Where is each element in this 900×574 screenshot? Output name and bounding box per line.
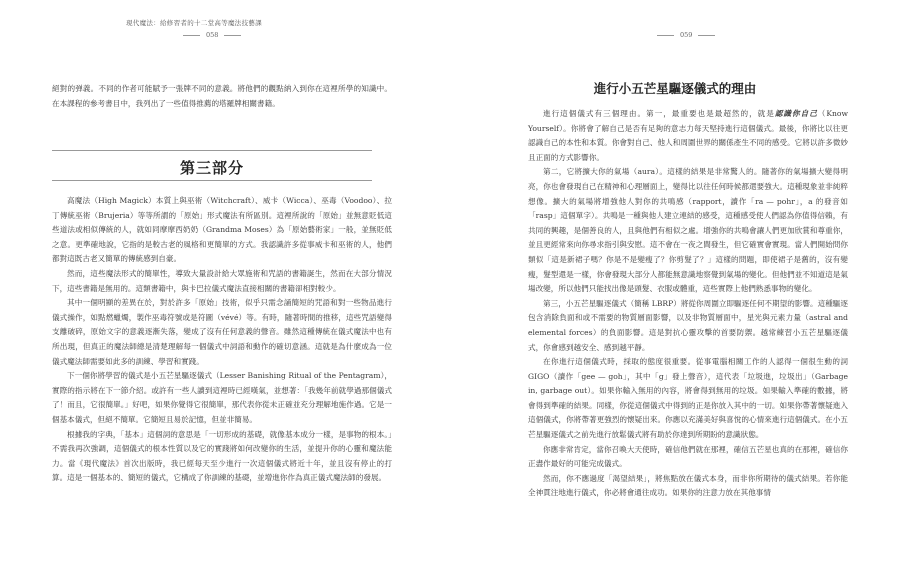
section-title: 第三部分 — [179, 159, 244, 177]
right-body-text — [528, 107, 848, 501]
paragraph: 第三，小五芒星驅逐儀式（簡稱 LBRP）將從你周圍立即驅逐任何不期望的影響。這種驅逐包含消除負面和或不需要的物質層面影響，以及非物質層面中，星光與元素力量（astral and elemental forces）的負面影響。這是對抗心靈攻擊的首要防禦。越常練習小五芒星驅逐儀式，你會感到越安全、感到越平靜。 — [528, 298, 848, 352]
page-number-right — [651, 31, 721, 39]
folio-rule — [698, 35, 715, 36]
chapter-heading: 進行小五芒星驅逐儀式的理由 — [593, 81, 757, 96]
paragraph: 第二，它將擴大你的氣場（aura）。這樣的結果是非常驚人的。隨著你的氣場擴大變得明亮，你也會發現自己在精神和心理層面上，變得比以往任何時候都還要強大。這種現象並非純粹想像。擴大的氣場將增強他人對你的共鳴感（rapport，讀作「ra — pohr」，a 的發音如「rasp」這個單字）。共鳴是一種與他人建立連結的感受，這種感受使人們認為你值得信賴，有共同的興趣，是個善良的人，且與他們有相似之處。增強你的共鳴會讓人們更加欣賞和尊重你，並且更經常來向你尋求指引與安慰。這不會在一夜之間發生，但它確實會實現。當人們開始問你類似「這是新裙子嗎？你是不是變瘦了？你剪髮了？」這樣的問題，即使裙子是舊的，沒有變瘦，髮型還是一樣，你會發現大部分人都能無意識地察覺到氣場的變化。但他們並不知道這是氣場改變，所以他們只能找出像是頭髮、衣服或體重，這些實際上他們熟悉事物的變化。 — [528, 167, 848, 294]
running-head: 現代魔法：給修習者的十二堂高等魔法技藝課 — [126, 19, 262, 27]
paragraph: 高魔法（High Magick）本質上與巫術（Witchcraft）、威卡（Wicca）、巫毒（Voodoo）、拉丁傳統巫術（Brujeria）等等所謂的「原始」形式魔法有所區別。這裡所說的「原始」並無意貶低這些道法或相似傳統的人，就如同摩摩西奶奶（Grandma Moses）為「原始藝術家」一般，並無貶低之意。更準確地說，它指的是較古老的風格和更簡單的方式。我認識許多從事威卡和巫術的人，他們都對這既古老又簡單的傳統感到自豪。 — [52, 196, 392, 264]
paragraph: 在你進行這個儀式時，採取的態度很重要。從事電腦相關工作的人認得一個很生動的詞 GIGO（讀作「gee — goh」，其中「g」發上聲音），這代表「垃圾進，垃圾出」（Garbage in, garbage out）。如果你輸入無用的內容，將會得到無用的垃圾。如果輸入準確的數據，將會得到準確的結果。同樣，你從這個儀式中得到的正是你放入其中的一切。如果你帶著懷疑進入這個儀式，你將帶著更強烈的懷疑出來。你應以充滿美好與喜悅的心情來進行這個儀式。在小五芒星驅逐儀式之前先進行放鬆儀式將有助於你達到所期盼的意識狀態。 — [528, 357, 848, 440]
folio-rule — [183, 35, 200, 36]
paragraph: 其中一個明顯的差異在於，對於許多「原始」技術，似乎只需念誦簡短的咒語和對一些物品進行儀式操作，如點燃蠟燭，製作巫毒符號或是符圖（vévé）等。有時，隨著時間的推移，這些咒語變得支離破碎，原始文字的意義逐漸失落，變成了沒有任何意義的聲音。雖然這種傳統在儀式魔法中也有所出現，但真正的魔法師總是清楚理解每一個儀式中詞語和動作的確切意涵。這就是為什麼成為一位儀式魔法師需要如此多的訓練、學習和實踐。 — [52, 298, 392, 366]
section-rule-bottom — [52, 180, 372, 181]
intro-paragraph: 絕對的弹義。不同的作者可能賦予一張牌不同的意義。將他們的觀點納入到你在這裡所學的知識中。在本課程的參考書目中，我列出了一些值得推薦的塔羅牌相關書籍。 — [52, 84, 392, 108]
paragraph: 你應非常肯定，當你召喚大天使時，確信他們就在那裡，確信五芒星也真的在那裡，確信你正盡作最好的可能完成儀式。 — [528, 444, 848, 469]
page-number-left — [177, 31, 247, 39]
paragraph: 根據我的字典，「基本」這個詞的意思是「一切形成的基礎，就像基本成分一樣，是事物的根本。」不需我再次強調，這個儀式的根本性質以及它的實踐將如何改變你的生活，並提升你的心靈和魔法能力。當《現代魔法》首次出版時，我已經每天至少進行一次這個儀式將近十年，並且沒有停止的打算。這是一個基本的、簡短的儀式，它構成了你訓練的基礎，並增進你作為真正儀式魔法師的發展。 — [52, 429, 392, 483]
paragraph: 然而，你不應過度「渴望結果」，將焦點放在儀式本身，而非你所期待的儀式結果。若你能全神貫注地進行儀式，你必將會通往成功。如果你的注意力放在其他事情 — [528, 473, 848, 498]
paragraph-text: 進行這個儀式有三個理由。第一，最重要也是最超然的，就是 — [543, 109, 775, 118]
paragraph-text: （Know Yourself）。你將會了解自己是否有足夠的意志力每天堅持進行這個儀式。最後，你將比以往更認識自己的本性和本質。你會對自己、他人和周圍世界的關係產生不同的感受。它將以許多微妙且正面的方式影響你。 — [528, 109, 849, 162]
intro-paragraph-block — [52, 82, 392, 111]
paragraph: 下一個你將學習的儀式是小五芒星驅逐儀式（Lesser Banishing Ritual of the Pentagram），實際的指示將在下一節介紹。或許有一些人讀到這裡時已經嘆氣，並想著：「我幾年前就學過那個儀式了！而且，它很簡單。」好吧，如果你覺得它很簡單，那代表你從未正確並充分理解地施作過。它是一個基本儀式，但絕不簡單。它簡短且易於記憶，但並非簡易。 — [52, 371, 392, 424]
folio-rule — [657, 35, 674, 36]
paragraph: 然而，這些魔法形式的簡單性，導致大量設計給大眾施術和咒語的書籍誕生，然而在大部分情況下，這些書籍是無用的。這類書籍中，與卡巴拉儀式魔法直接相關的書籍卻相對較少。 — [52, 268, 392, 293]
paragraph — [528, 107, 848, 165]
folio-rule — [224, 35, 241, 36]
right-page — [450, 0, 900, 574]
page-number-text: 059 — [680, 31, 693, 39]
section-rule-top — [52, 150, 372, 151]
left-body-text — [52, 194, 392, 486]
emphasis-text: 認識你自己 — [774, 109, 818, 118]
page-number-text: 058 — [206, 31, 219, 39]
